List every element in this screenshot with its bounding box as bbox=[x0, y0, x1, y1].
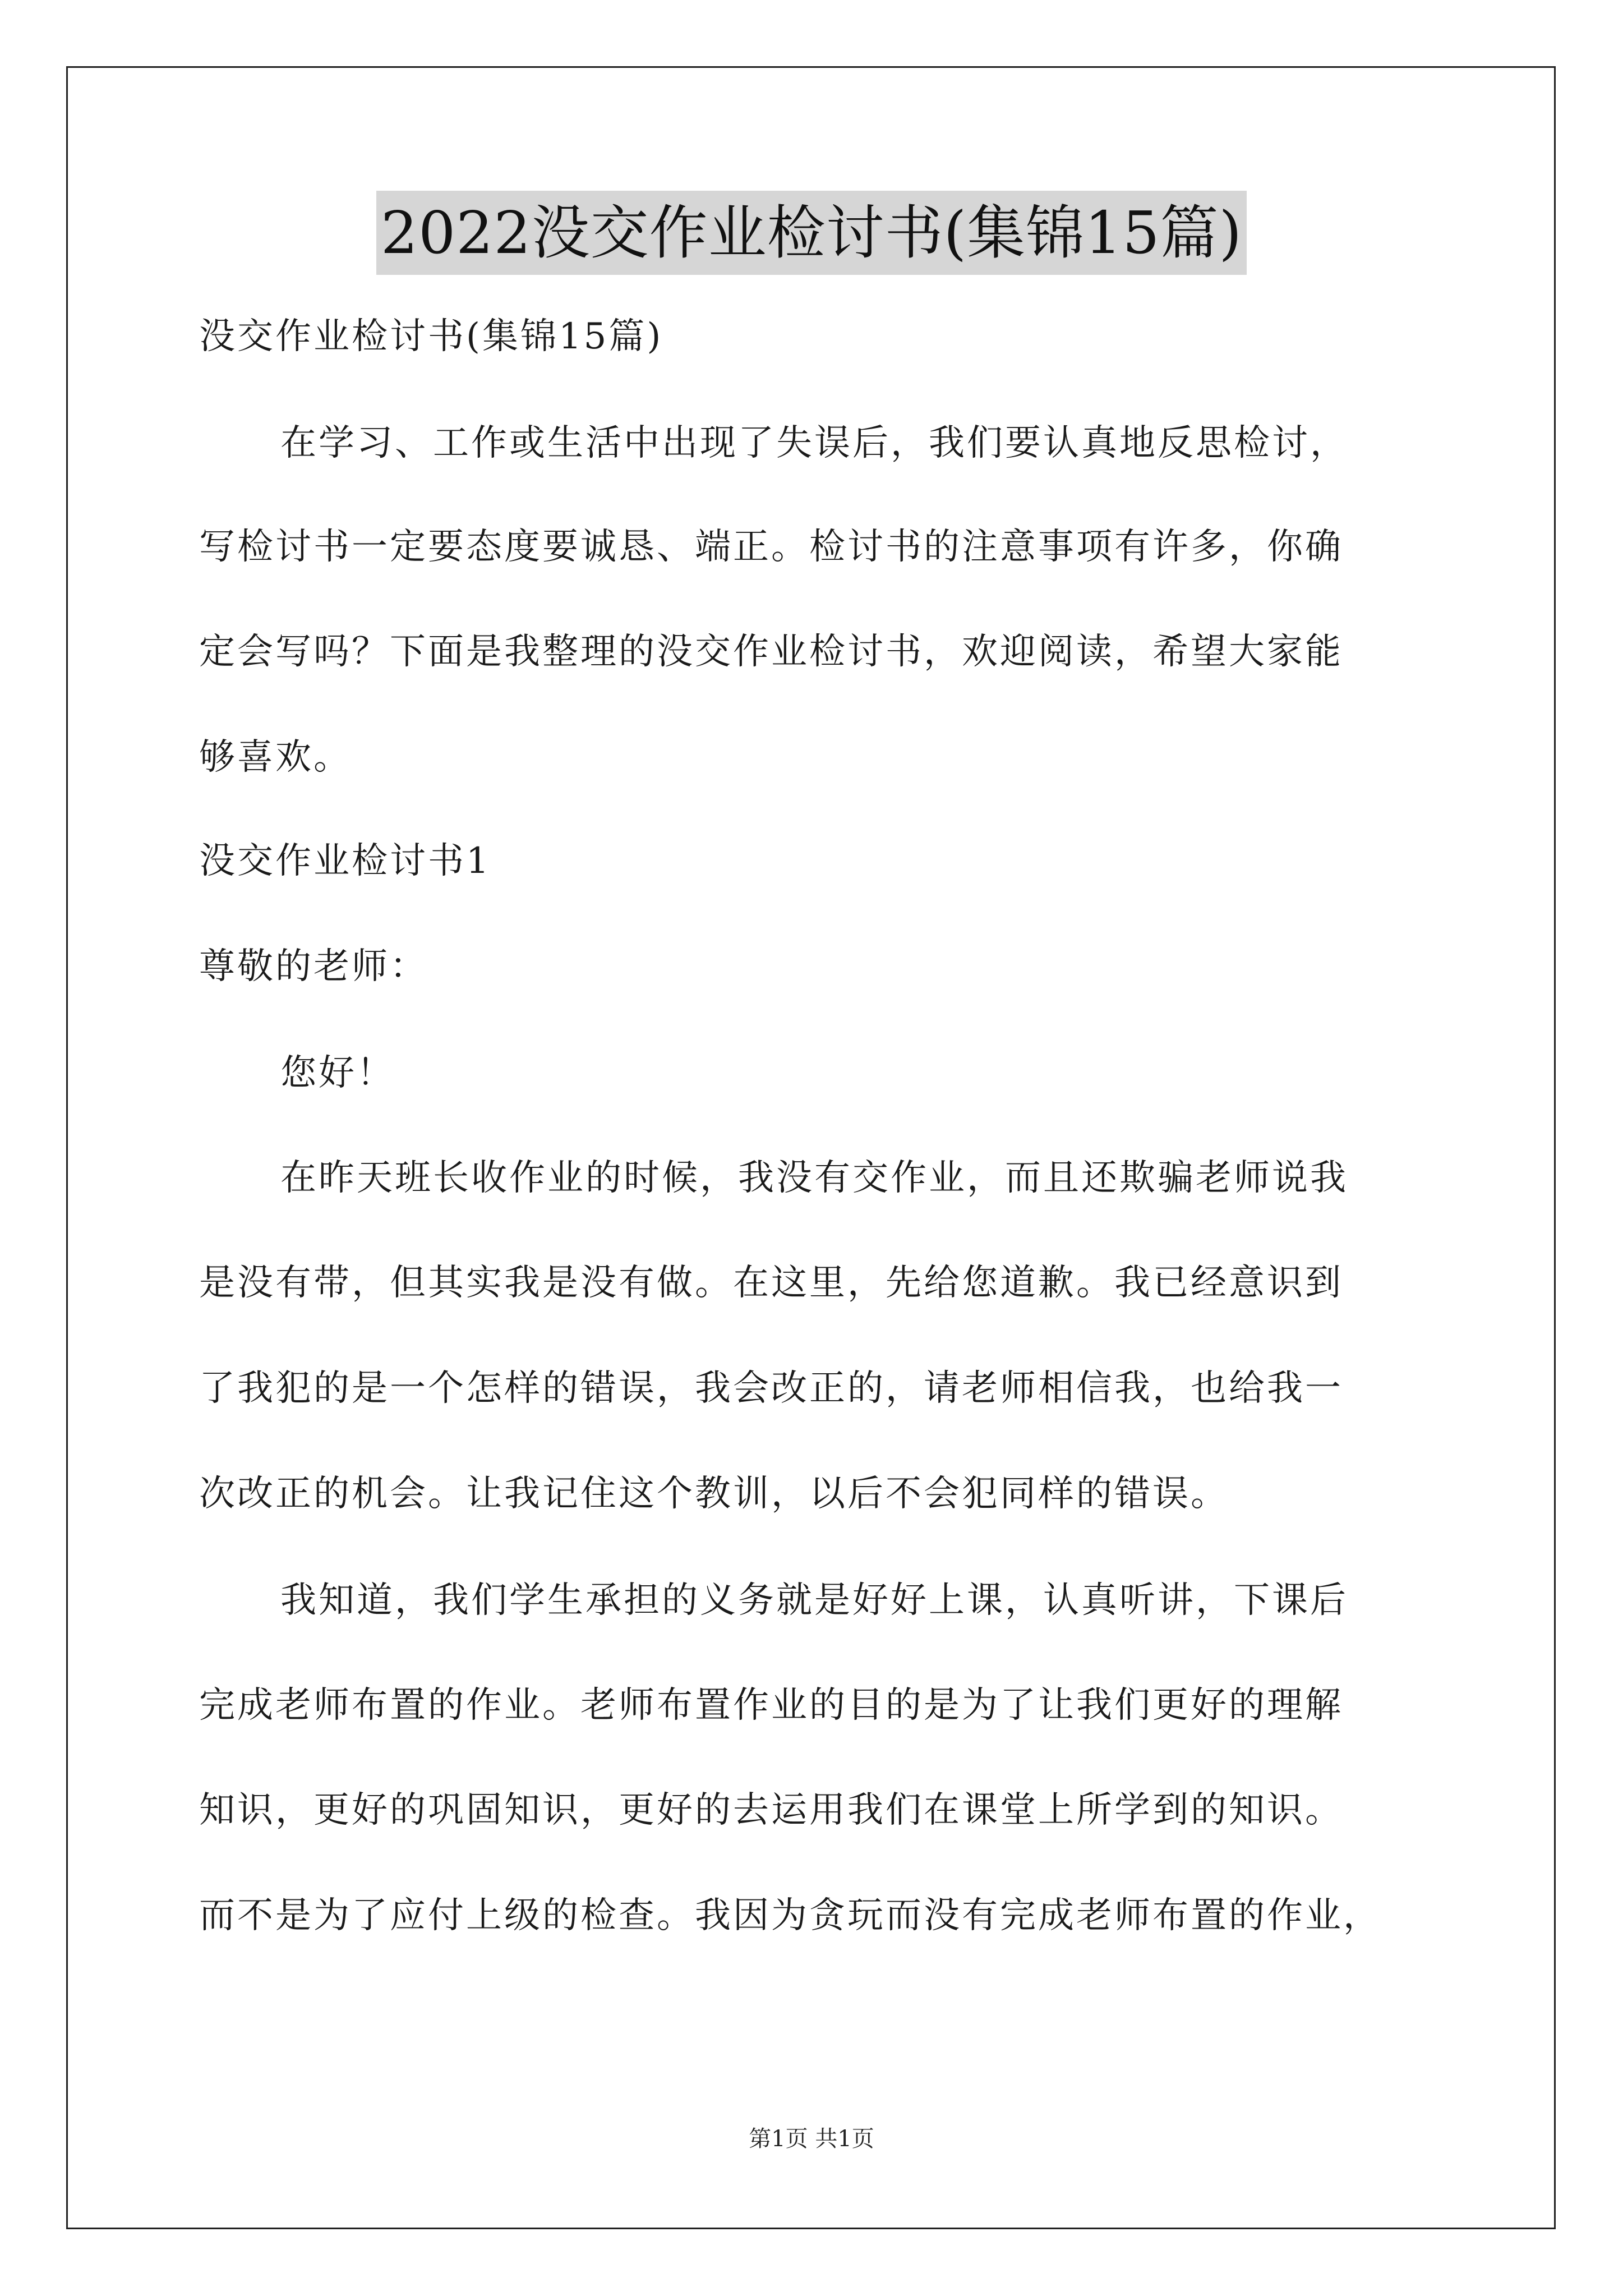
paragraph-line: 我知道，我们学生承担的义务就是好好上课，认真听讲，下课后 bbox=[280, 1580, 1348, 1621]
page-footer: 第1页 共1页 bbox=[749, 2126, 874, 2152]
paragraph-line: 完成老师布置的作业。老师布置作业的目的是为了让我们更好的理解 bbox=[199, 1685, 1343, 1726]
salutation: 尊敬的老师： bbox=[199, 946, 428, 987]
paragraph-line: 而不是为了应付上级的检查。我因为贪玩而没有完成老师布置的作业， bbox=[199, 1895, 1381, 1936]
document-title: 2022没交作业检讨书(集锦15篇) bbox=[376, 191, 1247, 275]
title-container bbox=[0, 191, 1623, 275]
paragraph-line: 够喜欢。 bbox=[199, 737, 352, 778]
subtitle-line: 没交作业检讨书(集锦15篇) bbox=[199, 316, 663, 357]
paragraph-line: 写检讨书一定要态度要诚恳、端正。检讨书的注意事项有许多，你确 bbox=[199, 526, 1343, 568]
paragraph-line: 次改正的机会。让我记住这个教训，以后不会犯同样的错误。 bbox=[199, 1473, 1229, 1515]
paragraph-line: 定会写吗？下面是我整理的没交作业检讨书，欢迎阅读，希望大家能 bbox=[199, 631, 1343, 673]
paragraph-line: 在学习、工作或生活中出现了失误后，我们要认真地反思检讨， bbox=[280, 422, 1348, 464]
paragraph-line: 知识，更好的巩固知识，更好的去运用我们在课堂上所学到的知识。 bbox=[199, 1789, 1343, 1831]
section-heading: 没交作业检讨书1 bbox=[199, 840, 491, 882]
paragraph-line: 在昨天班长收作业的时候，我没有交作业，而且还欺骗老师说我 bbox=[280, 1157, 1348, 1199]
paragraph-line: 是没有带，但其实我是没有做。在这里，先给您道歉。我已经意识到 bbox=[199, 1262, 1343, 1304]
paragraph-line: 了我犯的是一个怎样的错误，我会改正的，请老师相信我，也给我一 bbox=[199, 1368, 1343, 1409]
greeting: 您好！ bbox=[280, 1052, 395, 1094]
